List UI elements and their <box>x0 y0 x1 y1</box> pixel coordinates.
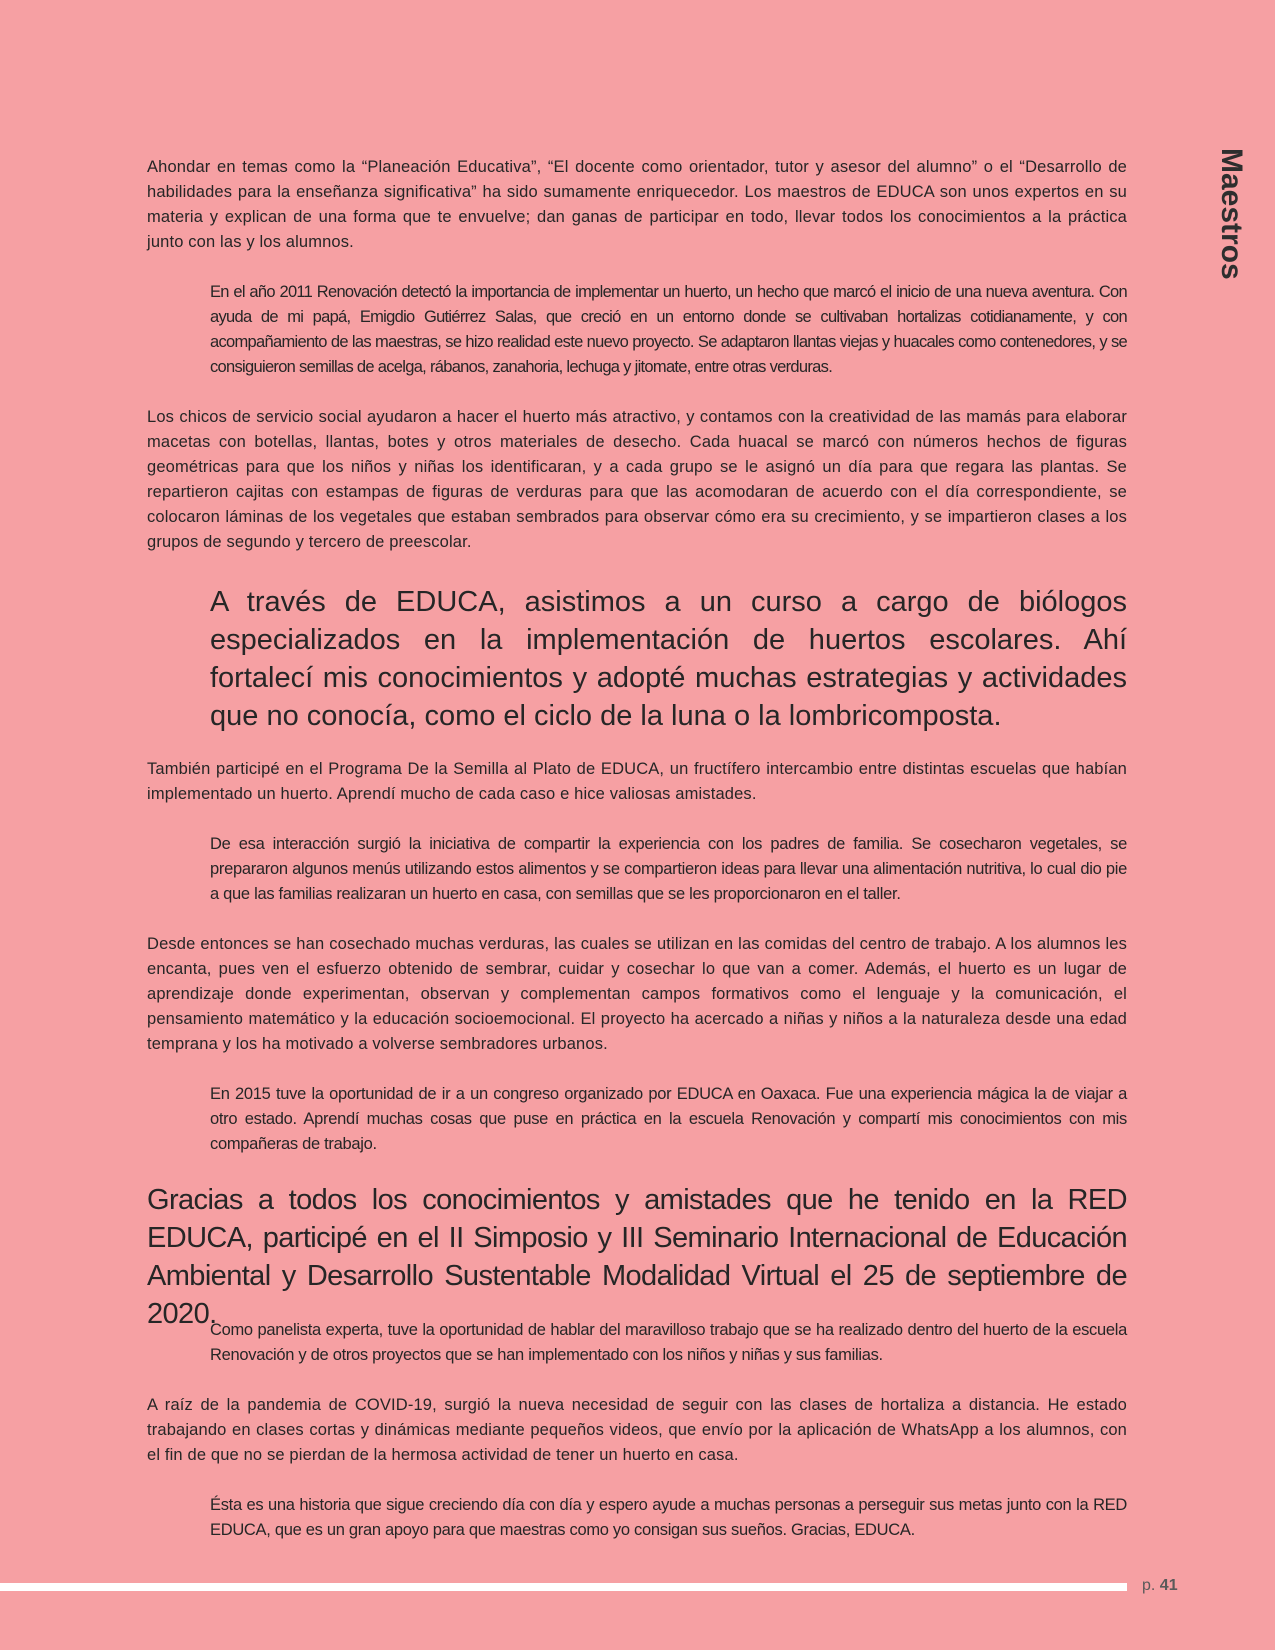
indented-paragraph: Ésta es una historia que sigue creciendo día con día y espero ayude a muchas personas a perseguir sus metas junto con la RED EDUCA, que es un gran apoyo para que maestras como yo consigan sus sueños. Gracias, EDUCA. <box>210 1496 1127 1539</box>
paragraph: Desde entonces se han cosechado muchas verduras, las cuales se utilizan en las comidas del centro de trabajo. A los alumnos les encanta, pues ven el esfuerzo obtenido de sembrar, cuidar y cosechar lo que van a comer. Además, el huerto es un lugar de aprendizaje donde experimentan, observan y complementan campos formativos como el lenguaje y la comunicación, el pensamiento matemático y la educación socioemocional. El proyecto ha acercado a niñas y niños a la naturaleza desde una edad temprana y los ha motivado a volverse sembradores urbanos. <box>147 935 1127 1053</box>
page-number-value: 41 <box>1159 1577 1178 1594</box>
highlight-heading: Gracias a todos los conocimientos y amistades que he tenido en la RED EDUCA, participé en el II Simposio y III Seminario Internacional de Educación Ambiental y Desarrollo Sustentable Modalidad Virtual el 25 de septiembre de 2020. <box>147 1184 1127 1330</box>
indented-paragraph: De esa interacción surgió la iniciativa de compartir la experiencia con los padres de familia. Se cosecharon vegetales, se prepararon algunos menús utilizando estos alimentos y se compartieron ideas para llevar una alimentación nutritiva, lo cual dio pie a que las familias realizaran un huerto en casa, con semillas que se les proporcionaron en el taller. <box>210 835 1127 903</box>
page-prefix: p. <box>1142 1577 1156 1594</box>
footer-rule <box>0 1583 1127 1591</box>
indented-paragraph: En 2015 tuve la oportunidad de ir a un congreso organizado por EDUCA en Oaxaca. Fue una experiencia mágica la de viajar a otro estado. Aprendí muchas cosas que puse en práctica en la escuela Renovación y compartí mis conocimientos con mis compañeras de trabajo. <box>210 1085 1127 1153</box>
pull-quote: A través de EDUCA, asistimos a un curso a cargo de biólogos especializados en la implementación de huertos escolares. Ahí fortalecí mis conocimientos y adopté muchas estrategias y actividades que no conocía, como el ciclo de la luna o la lombricomposta. <box>210 586 1127 732</box>
indented-paragraph: Como panelista experta, tuve la oportunidad de hablar del maravilloso trabajo que se ha realizado dentro del huerto de la escuela Renovación y de otros proyectos que se han implementado con los niños y niñas y sus familias. <box>210 1321 1127 1364</box>
paragraph: A raíz de la pandemia de COVID-19, surgió la nueva necesidad de seguir con las clases de hortaliza a distancia. He estado trabajando en clases cortas y dinámicas mediante pequeños videos, que envío por la aplicación de WhatsApp a los alumnos, con el fin de que no se pierdan de la hermosa actividad de tener un huerto en casa. <box>147 1396 1127 1464</box>
section-label: Maestros <box>1215 148 1248 280</box>
paragraph: También participé en el Programa De la Semilla al Plato de EDUCA, un fructífero intercambio entre distintas escuelas que habían implementado un huerto. Aprendí mucho de cada caso e hice valiosas amistades. <box>147 760 1127 803</box>
paragraph: Ahondar en temas como la “Planeación Educativa”, “El docente como orientador, tutor y asesor del alumno” o el “Desarrollo de habilidades para la enseñanza significativa” ha sido sumamente enriquecedor. Los maestros de EDUCA son unos expertos en su materia y explican de una forma que te envuelve; dan ganas de participar en todo, llevar todos los conocimientos a la práctica junto con las y los alumnos. <box>147 158 1127 251</box>
paragraph: Los chicos de servicio social ayudaron a hacer el huerto más atractivo, y contamos con la creatividad de las mamás para elaborar macetas con botellas, llantas, botes y otros materiales de desecho. Cada huacal se marcó con números hechos de figuras geométricas para que los niños y niñas los identificaran, y a cada grupo se le asignó un día para que regara las plantas. Se repartieron cajitas con estampas de figuras de verduras para que las acomodaran de acuerdo con el día correspondiente, se colocaron láminas de los vegetales que estaban sembrados para observar cómo era su crecimiento, y se impartieron clases a los grupos de segundo y tercero de preescolar. <box>147 408 1127 551</box>
page-number <box>1142 1577 1178 1595</box>
indented-paragraph: En el año 2011 Renovación detectó la importancia de implementar un huerto, un hecho que marcó el inicio de una nueva aventura. Con ayuda de mi papá, Emigdio Gutiérrez Salas, que creció en un entorno donde se cultivaban hortalizas cotidianamente, y con acompañamiento de las maestras, se hizo realidad este nuevo proyecto. Se adaptaron llantas viejas y huacales como contenedores, y se consiguieron semillas de acelga, rábanos, zanahoria, lechuga y jitomate, entre otras verduras. <box>210 283 1127 376</box>
